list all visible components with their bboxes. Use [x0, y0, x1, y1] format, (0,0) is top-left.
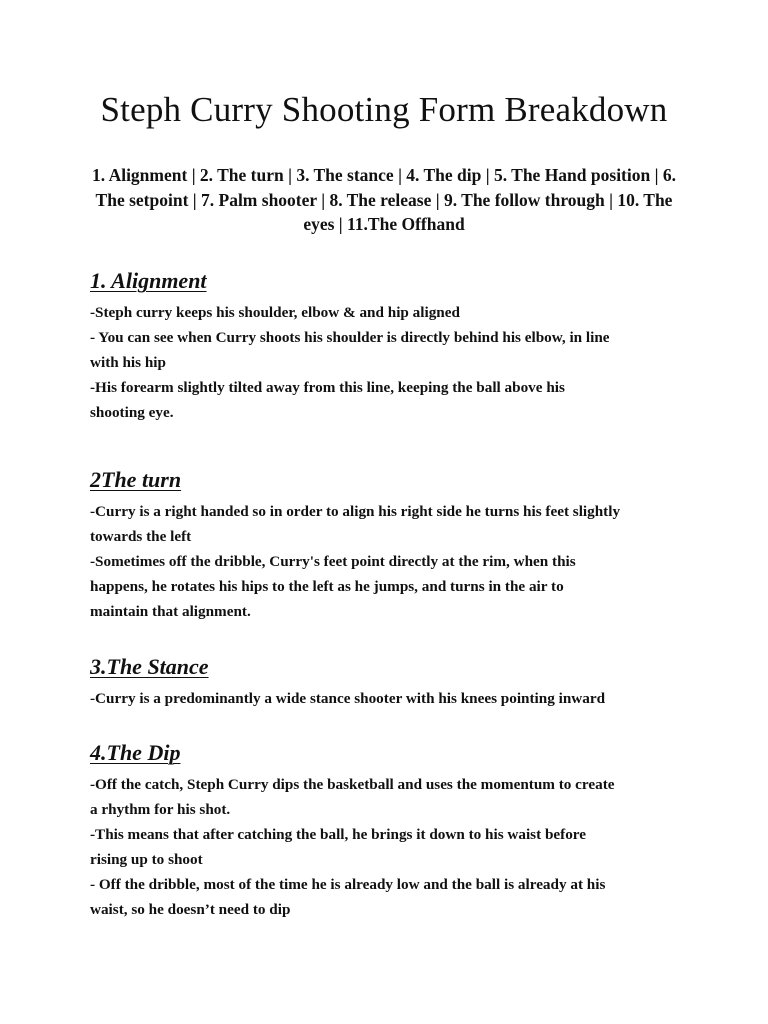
- table-of-contents: 1. Alignment | 2. The turn | 3. The stance | 4. The dip | 5. The Hand position | 6. The setpoint | 7. Palm shooter | 8. The release | 9. The follow through | 10. The eyes | 11.The Offhand: [92, 165, 676, 234]
- section-heading: 3.The Stance: [90, 654, 209, 679]
- body-line: towards the left: [90, 528, 192, 545]
- body-line: with his hip: [90, 354, 166, 371]
- body-line: -Off the catch, Steph Curry dips the basketball and uses the momentum to create: [90, 776, 615, 793]
- body-line: -Sometimes off the dribble, Curry's feet point directly at the rim, when this: [90, 553, 576, 570]
- body-line: -His forearm slightly tilted away from this line, keeping the ball above his: [90, 379, 565, 396]
- page-title: Steph Curry Shooting Form Breakdown: [100, 90, 668, 129]
- section-the-dip: [90, 738, 690, 922]
- body-line: shooting eye.: [90, 404, 174, 421]
- body-line: -Curry is a right handed so in order to align his right side he turns his feet slightly: [90, 503, 621, 520]
- body-line: a rhythm for his shot.: [90, 801, 231, 818]
- section-heading: 2The turn: [90, 467, 182, 492]
- section-heading: 1. Alignment: [90, 268, 207, 293]
- body-line: - You can see when Curry shoots his shoulder is directly behind his elbow, in line: [90, 329, 610, 346]
- section-alignment: [90, 266, 690, 425]
- section-heading: 4.The Dip: [90, 740, 181, 765]
- section-the-stance: [90, 652, 690, 711]
- body-line: - Off the dribble, most of the time he is already low and the ball is already at his: [90, 876, 606, 893]
- body-line: -This means that after catching the ball, he brings it down to his waist before: [90, 826, 586, 843]
- body-line: -Steph curry keeps his shoulder, elbow & and hip aligned: [90, 304, 460, 321]
- body-line: maintain that alignment.: [90, 603, 251, 620]
- section-the-turn: [90, 465, 690, 624]
- body-line: rising up to shoot: [90, 851, 203, 868]
- body-line: happens, he rotates his hips to the left as he jumps, and turns in the air to: [90, 578, 564, 595]
- body-line: waist, so he doesn’t need to dip: [90, 901, 291, 918]
- body-line: -Curry is a predominantly a wide stance shooter with his knees pointing inward: [90, 690, 606, 707]
